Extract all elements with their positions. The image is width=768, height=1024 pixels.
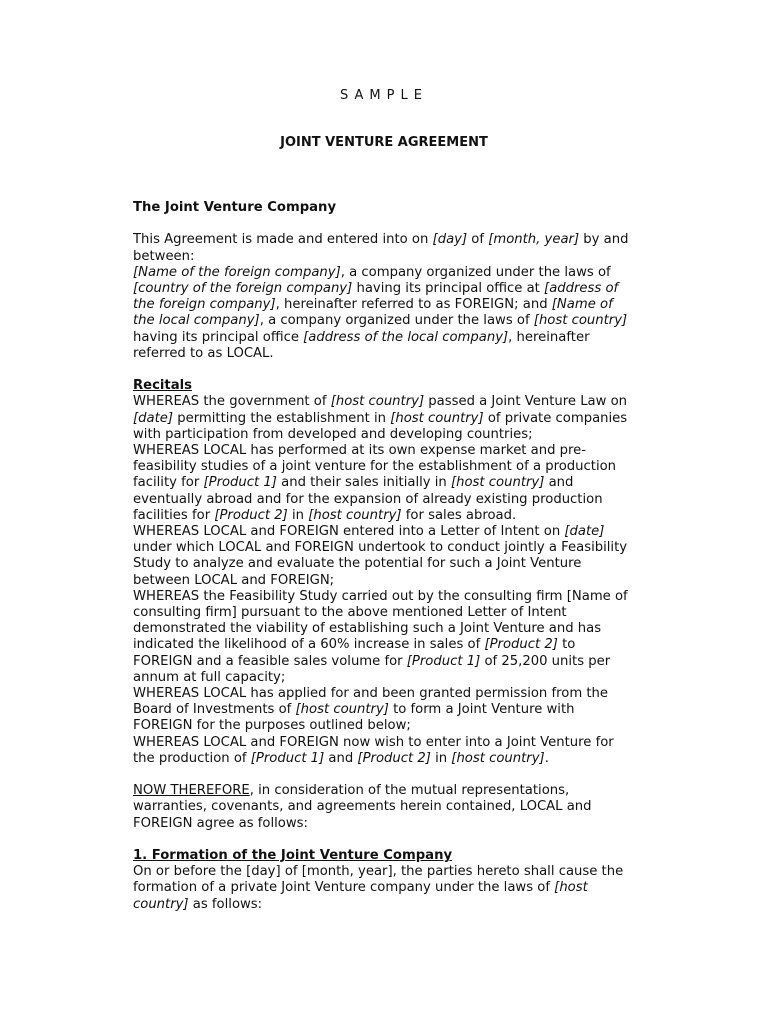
section-heading-formation: 1. Formation of the Joint Venture Company <box>133 848 453 864</box>
document-title: JOINT VENTURE AGREEMENT <box>280 135 488 150</box>
placeholder-field: [Product 1] <box>406 653 481 669</box>
placeholder-field: [host country] <box>330 394 425 410</box>
placeholder-field: [host country] <box>451 750 545 766</box>
placeholder-field: [Product 1] <box>203 475 277 491</box>
placeholder-field: [host country] <box>308 507 402 523</box>
placeholder-field: [Product 2] <box>484 637 558 653</box>
placeholder-field: [Product 2] <box>214 507 288 523</box>
recitals-paragraph: WHEREAS the government of [host country] passed a Joint Venture Law on [date] permitting the establishment in [host country] of private companies with participation from developed and developing countries; WHEREAS LOCAL has performed at its own expense market and pre-feasibility studies of a joint venture for the establishment of a production facility for [Product 1] and their sales initially in [host country] and eventually abroad and for the expansion of already existing production facilities for [Product 2] in [host country] for sales abroad. WHEREAS LOCAL and FOREIGN entered into a Letter of Intent on [date] under which LOCAL and FOREIGN undertook to conduct jointly a Feasibility Study to analyze and evaluate the potential for such a Joint Venture between LOCAL and FOREIGN; WHEREAS the Feasibility Study carried out by the consulting firm [Name of consulting firm] pursuant to the above mentioned Letter of Intent demonstrated the viability of establishing such a Joint Venture and has indicated the likelihood of a 60% increase in sales of [Product 2] to FOREIGN and a feasible sales volume for [Product 1] of 25,200 units per annum at full capacity; WHEREAS LOCAL has applied for and been granted permission from the Board of Investments of [host country] to form a Joint Venture with FOREIGN for the purposes outlined below; WHEREAS LOCAL and FOREIGN now wish to enter into a Joint Venture for the production of [Product 1] and [Product 2] in [host country]. <box>133 394 628 766</box>
now-therefore-paragraph <box>133 783 633 832</box>
placeholder-field: [Product 2] <box>357 750 431 766</box>
placeholder-field: [date] <box>133 410 174 426</box>
now-therefore-text: , in consideration of the mutual representations, warranties, covenants, and agreements herein contained, LOCAL and FOREIGN agree as follows: <box>133 783 592 831</box>
placeholder-field: [country of the foreign company] <box>133 281 353 296</box>
placeholder-field: [Product 1] <box>250 750 325 766</box>
document-body <box>133 200 633 913</box>
placeholder-field: [Name of the foreign company] <box>133 264 341 280</box>
placeholder-field: [date] <box>564 524 605 540</box>
placeholder-field: [host country] <box>295 702 389 718</box>
placeholder-field: [host country] <box>133 880 588 912</box>
section-heading-company: The Joint Venture Company <box>133 200 337 215</box>
agreement-parties-paragraph: This Agreement is made and entered into on [day] of [month, year] by and between: [Name of the foreign company], a company organized under the laws of [country of the foreign company] having its principal office at [address of the foreign company], hereinafter referred to as FOREIGN; and [Name of the local company], a company organized under the laws of [host country] having its principal office [address of the local company], hereinafter referred to as LOCAL. <box>133 232 629 361</box>
sample-label: SAMPLE <box>340 88 428 103</box>
placeholder-field: [host country] <box>390 410 484 426</box>
formation-paragraph: On or before the [day] of [month, year], the parties hereto shall cause the formation of a private Joint Venture company under the laws of [host country] as follows: <box>133 864 624 912</box>
placeholder-field: [host country] <box>450 475 545 491</box>
placeholder-field: [day] <box>432 232 468 248</box>
placeholder-field: [host country] <box>533 313 628 329</box>
placeholder-field: [Name of the local company] <box>133 297 613 329</box>
placeholder-field: [address of the foreign company] <box>133 281 619 313</box>
placeholder-field: [month, year] <box>488 232 580 248</box>
recitals-heading: Recitals <box>133 378 193 394</box>
placeholder-field: [address of the local company] <box>303 329 509 345</box>
now-therefore-lead: NOW THEREFORE <box>133 783 250 799</box>
